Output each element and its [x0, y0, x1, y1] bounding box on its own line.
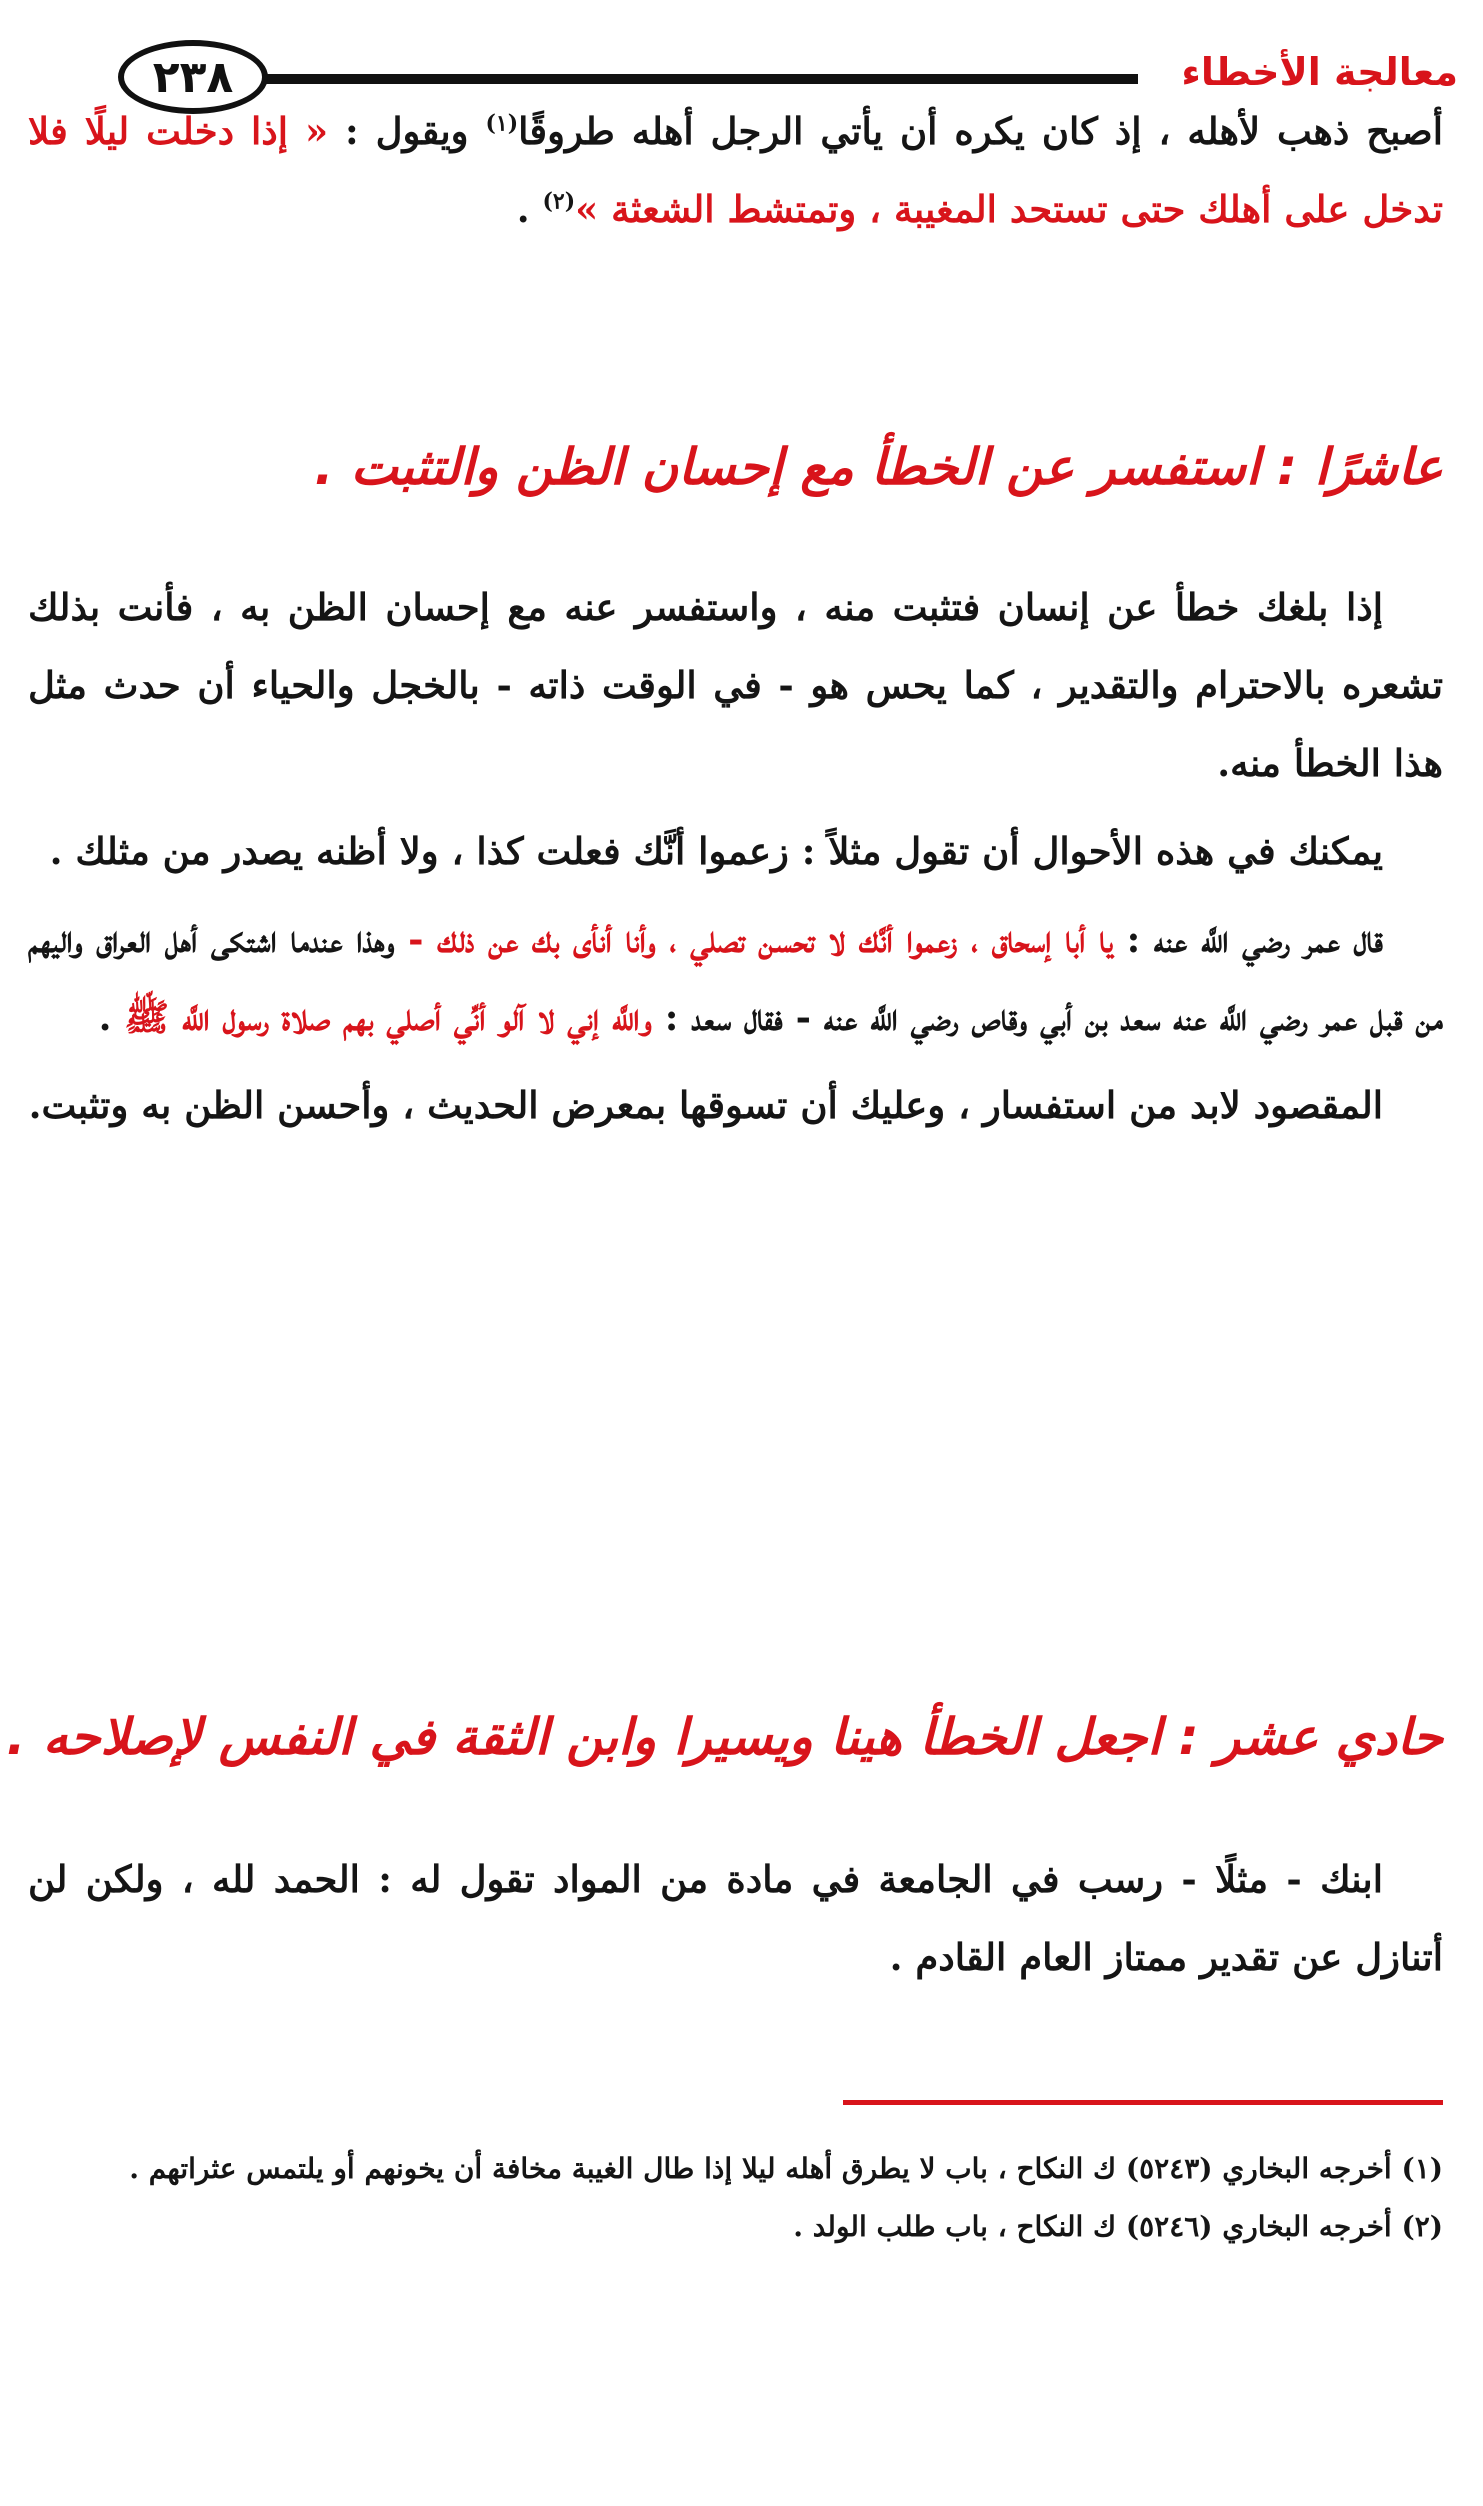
paragraph: ابنك - مثلًا - رسب في الجامعة في مادة من المواد تقول له : الحمد لله ، ولكن لن أتنازل عن تقدير ممتاز العام القادم .: [28, 1857, 1443, 1979]
intro-paragraph: [28, 92, 1443, 248]
section-heading-10: عاشرًا : استفسر عن الخطأ مع إحسان الظن والتثبت .: [314, 438, 1443, 496]
footnotes: [28, 2140, 1443, 2256]
paragraph: إذا بلغك خطأ عن إنسان فتثبت منه ، واستفسر عنه مع إحسان الظن به ، فأنت بذلك تشعره بالاحترام والتقدير ، كما يحس هو - في الوقت ذاته - بالخجل والحياء أن حدث مثل هذا الخطأ منه.: [28, 585, 1443, 785]
hadith-quote: « إذا دخلت ليلًا فلا تدخل على أهلك حتى تستحد المغيبة ، وتمتشط الشعثة »: [28, 109, 1443, 231]
paragraph: [28, 900, 1443, 1056]
footnote-divider: [843, 2100, 1443, 2105]
footnote-ref-1: (١): [485, 110, 519, 137]
paragraph-text: وهذا عندما اشتكى أهل العراق واليهم من قبل عمر رضي اللَّه عنه سعد بن أبي وقاص رضي اللَّه عنه - فقال سعد :: [28, 917, 1443, 1039]
intro-text: أصبح ذهب لأهله ، إذ كان يكره أن يأتي الرجل أهله طروقًا: [518, 109, 1443, 153]
quote-red: يا أبا إسحاق ، زعموا أنَّك لا تحسن تصلي ، وأنا أنأى بك عن ذلك -: [408, 917, 1114, 961]
footnote-1: (١) أخرجه البخاري (٥٢٤٣) ك النكاح ، باب لا يطرق أهله ليلا إذا طال الغيبة مخافة أن يخونهم أو يلتمس عثراتهم .: [129, 2152, 1443, 2185]
section-heading-11: حادي عشر : اجعل الخطأ هينا ويسيرا وابن الثقة في النفس لإصلاحه .: [6, 1708, 1443, 1766]
running-title: معالجة الأخطاء: [1181, 50, 1458, 94]
section-11-body: [28, 1840, 1443, 1996]
section-10-body: [28, 568, 1443, 1144]
paragraph-end: .: [98, 995, 125, 1039]
intro-text-mid: ويقول :: [328, 109, 486, 153]
quote-red: واللَّه إني لا آلو أنِّي أصلي بهم صلاة رسول اللَّه ﷺ: [124, 995, 652, 1039]
paragraph: يمكنك في هذه الأحوال أن تقول مثلاً : زعموا أنَّك فعلت كذا ، ولا أظنه يصدر من مثلك .: [49, 829, 1383, 873]
header-rule: [140, 74, 1138, 84]
intro-end: .: [516, 187, 543, 231]
footnote-ref-2: (٢): [542, 188, 576, 215]
footnote-2: (٢) أخرجه البخاري (٥٢٤٦) ك النكاح ، باب طلب الولد .: [793, 2210, 1443, 2243]
paragraph: المقصود لابد من استفسار ، وعليك أن تسوقها بمعرض الحديث ، وأحسن الظن به وتثبت.: [28, 1083, 1383, 1127]
page-number: ٢٣٨: [118, 40, 268, 114]
paragraph-text: قال عمر رضي اللَّه عنه :: [1113, 917, 1383, 961]
